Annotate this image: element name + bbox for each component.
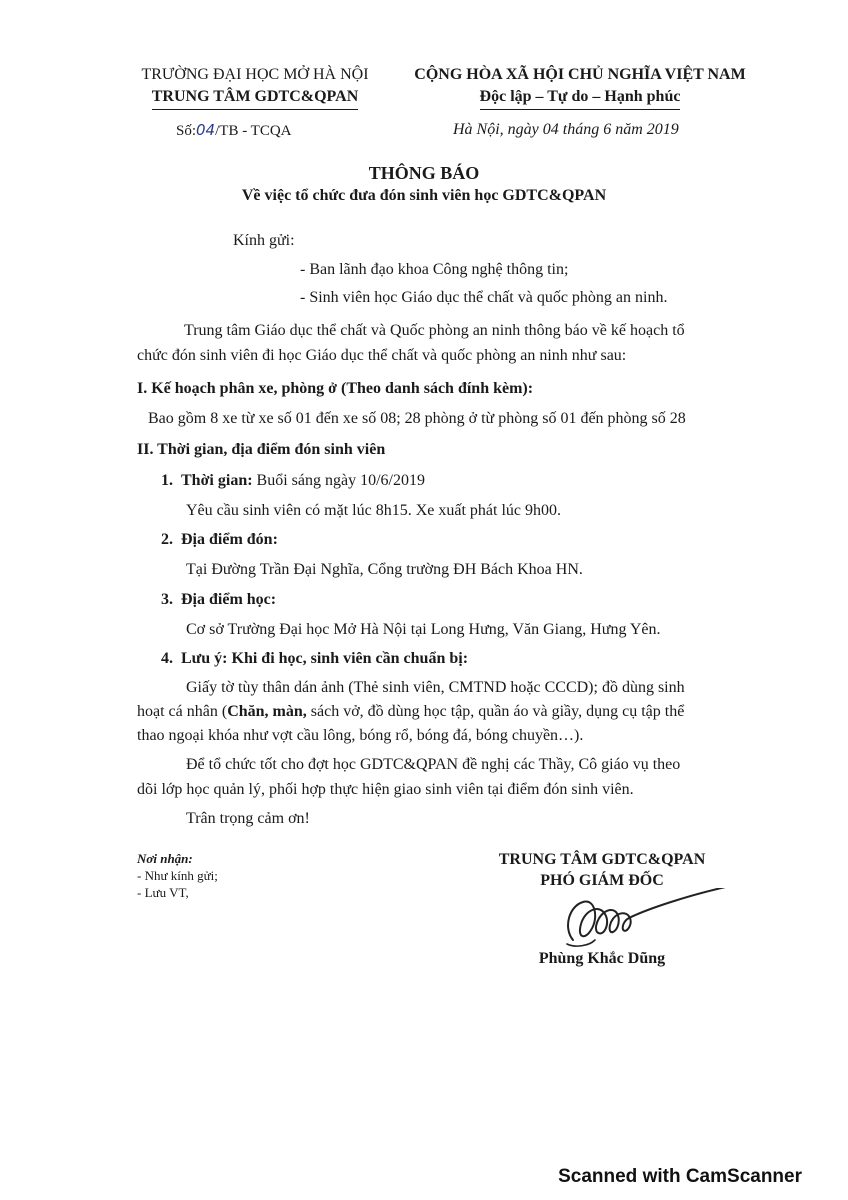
motto: Độc lập – Tự do – Hạnh phúc <box>480 86 681 110</box>
recipients-title: Nơi nhận: <box>137 851 193 866</box>
national-motto-block <box>410 64 750 110</box>
note-line-1: Giấy tờ tùy thân dán ảnh (Thẻ sinh viên, CMTND hoặc CCCD); đồ dùng sinh <box>186 679 685 696</box>
item-4-label: Lưu ý: Khi đi học, sinh viên cần chuẩn bị: <box>181 650 469 667</box>
item-3-label: Địa điểm học: <box>181 591 277 608</box>
note-line-2-bold: Chăn, màn, <box>227 703 307 720</box>
section-1-heading: I. Kế hoạch phân xe, phòng ở (Theo danh sách đính kèm): <box>137 380 534 397</box>
note-line-2-post: sách vở, đồ dùng học tập, quần áo và giầy, dụng cụ tập thể <box>306 703 685 720</box>
note-line-2-pre: hoạt cá nhân ( <box>137 703 228 720</box>
issuer-block <box>120 64 390 110</box>
handwritten-signature <box>555 888 745 958</box>
scanner-watermark: Scanned with CamScanner <box>558 1166 802 1187</box>
document-number <box>176 121 292 140</box>
section-1-body: Bao gồm 8 xe từ xe số 01 đến xe số 08; 28 phòng ở từ phòng số 01 đến phòng số 28 <box>148 410 686 427</box>
signature-org: TRUNG TÂM GDTC&QPAN <box>498 851 706 868</box>
country-name: CỘNG HÒA XÃ HỘI CHỦ NGHĨA VIỆT NAM <box>414 66 746 83</box>
intro-line-1: Trung tâm Giáo dục thể chất và Quốc phòng an ninh thông báo về kế hoạch tổ <box>184 322 685 339</box>
closing-line-1: Để tổ chức tốt cho đợt học GDTC&QPAN đề nghị các Thầy, Cô giáo vụ theo <box>186 756 681 773</box>
recipients-item-1: - Như kính gửi; <box>137 868 218 883</box>
item-1-num: 1. <box>161 472 173 489</box>
item-3-title <box>161 591 276 609</box>
item-2-num: 2. <box>161 531 173 548</box>
item-1-label: Thời gian: <box>181 472 253 489</box>
recipient-line-1: - Ban lãnh đạo khoa Công nghệ thông tin; <box>300 261 569 278</box>
number-prefix: Số: <box>176 123 197 139</box>
section-2-heading: II. Thời gian, địa điểm đón sinh viên <box>137 441 386 458</box>
item-4-title <box>161 650 468 668</box>
item-2-label: Địa điểm đón: <box>181 531 278 548</box>
signature-position: PHÓ GIÁM ĐỐC <box>540 872 664 889</box>
item-3-num: 3. <box>161 591 173 608</box>
document-subtitle: Về việc tổ chức đưa đón sinh viên học GDTC&QPAN <box>241 187 607 204</box>
note-line-2 <box>137 703 684 721</box>
note-line-3: thao ngoại khóa như vợt cầu lông, bóng rổ, bóng đá, bóng chuyền…). <box>137 727 584 744</box>
item-1-value: Buổi sáng ngày 10/6/2019 <box>252 472 425 489</box>
item-2-detail: Tại Đường Trần Đại Nghĩa, Cổng trường ĐH Bách Khoa HN. <box>186 561 583 578</box>
recipients-item-2: - Lưu VT, <box>137 885 189 900</box>
issue-date: Hà Nội, ngày 04 tháng 6 năm 2019 <box>453 121 679 138</box>
number-handwritten: 04 <box>196 121 216 139</box>
number-suffix: /TB - TCQA <box>215 123 292 139</box>
greeting-label: Kính gửi: <box>233 232 295 249</box>
document-title: THÔNG BÁO <box>368 163 480 183</box>
intro-line-2: chức đón sinh viên đi học Giáo dục thể chất và quốc phòng an ninh như sau: <box>137 347 627 364</box>
center-name: TRUNG TÂM GDTC&QPAN <box>152 86 359 110</box>
item-1-title <box>161 472 425 490</box>
signer-name: Phùng Khắc Dũng <box>538 950 666 967</box>
closing-thanks: Trân trọng cảm ơn! <box>186 810 310 827</box>
item-1-detail: Yêu cầu sinh viên có mặt lúc 8h15. Xe xuất phát lúc 9h00. <box>186 502 562 519</box>
item-3-detail: Cơ sở Trường Đại học Mở Hà Nội tại Long Hưng, Văn Giang, Hưng Yên. <box>186 621 661 638</box>
item-2-title <box>161 531 278 549</box>
recipient-line-2: - Sinh viên học Giáo dục thể chất và quốc phòng an ninh. <box>300 289 668 306</box>
university-name: TRƯỜNG ĐẠI HỌC MỞ HÀ NỘI <box>141 66 369 83</box>
item-4-num: 4. <box>161 650 173 667</box>
closing-line-2: dõi lớp học quản lý, phối hợp thực hiện giao sinh viên tại điểm đón sinh viên. <box>137 781 634 798</box>
